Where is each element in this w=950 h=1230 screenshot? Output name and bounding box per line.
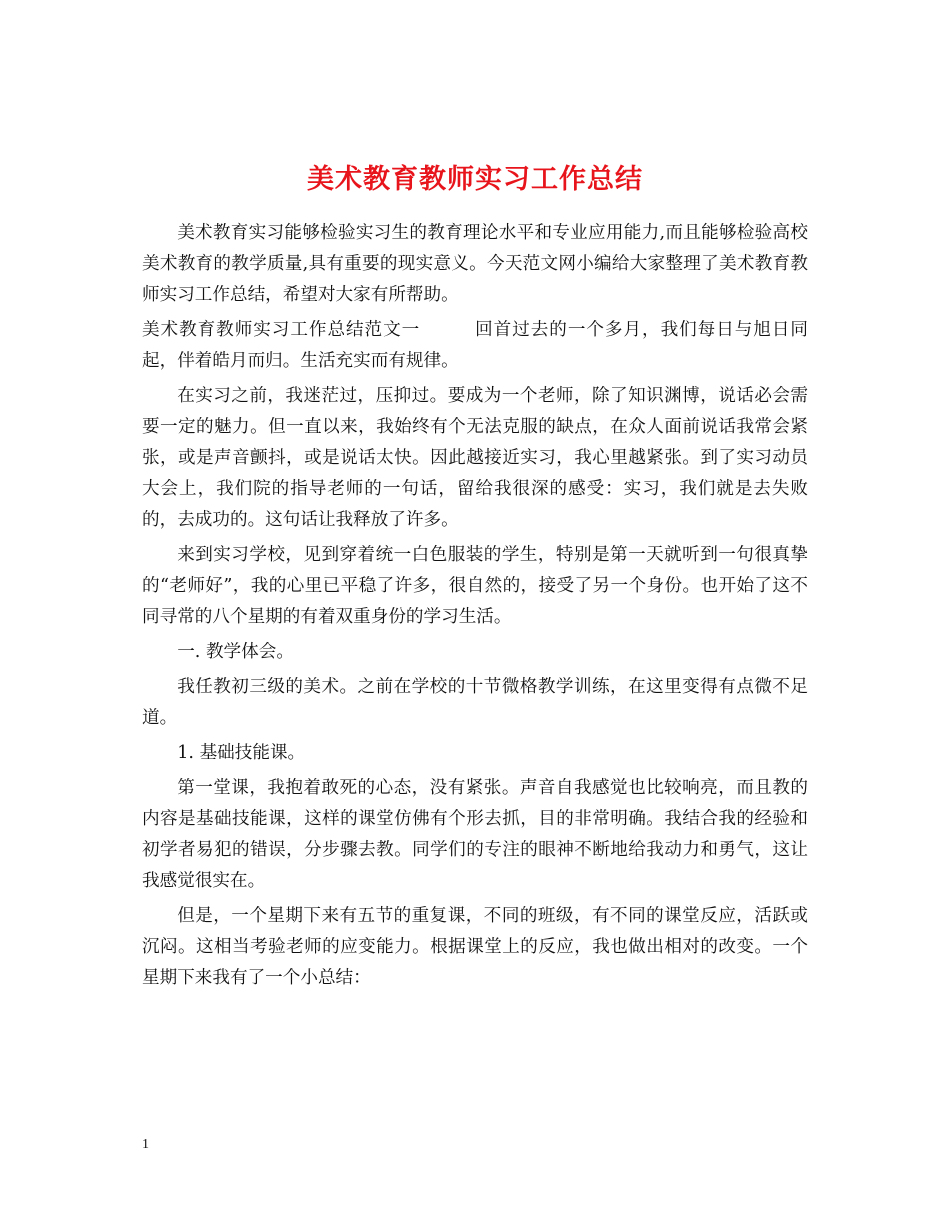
document-body	[142, 218, 808, 998]
sample-opening-text: 回首过去的一个多月，我们每日与旭日同起，伴着皓月而归。生活充实而有规律。	[142, 320, 808, 371]
paragraph-teaching-intro: 我任教初三级的美术。之前在学校的十节微格教学训练，在这里变得有点微不足道。	[142, 677, 808, 728]
paragraph-first-class: 第一堂课，我抱着敢死的心态，没有紧张。声音自我感觉也比较响亮，而且教的内容是基础技能课，这样的课堂仿佛有个形去抓，目的非常明确。我结合我的经验和初学者易犯的错误，分步骤去教。同学们的专注的眼神不断地给我动力和勇气，这让我感觉很实在。	[142, 778, 808, 891]
paragraph-repeated-classes: 但是，一个星期下来有五节的重复课，不同的班级，有不同的课堂反应，活跃或沉闷。这相当考验老师的应变能力。根据课堂上的反应，我也做出相对的改变。一个星期下来我有了一个小总结：	[142, 906, 808, 988]
paragraph-intro: 美术教育实习能够检验实习生的教育理论水平和专业应用能力,而且能够检验高校美术教育的教学质量,具有重要的现实意义。今天范文网小编给大家整理了美术教育教师实习工作总结，希望对大家有所帮助。	[142, 223, 808, 305]
paragraph-sample-heading	[142, 315, 808, 377]
section-heading-teaching: 一. 教学体会。	[177, 642, 294, 662]
paragraph-arrival: 来到实习学校，见到穿着统一白色服装的学生，特别是第一天就听到一句很真挚的“老师好”，我的心里已平稳了许多，很自然的，接受了另一个身份。也开始了这不同寻常的八个星期的有着双重身份的学习生活。	[142, 545, 808, 627]
document-title: 美术教育教师实习工作总结	[307, 164, 643, 196]
paragraph-before-internship: 在实习之前，我迷茫过，压抑过。要成为一个老师，除了知识渊博，说话必会需要一定的魅力。但一直以来，我始终有个无法克服的缺点，在众人面前说话我常会紧张，或是声音颤抖，或是说话太快。因此越接近实习，我心里越紧张。到了实习动员大会上，我们院的指导老师的一句话，留给我很深的感受：实习，我们就是去失败的，去成功的。这句话让我释放了许多。	[142, 386, 808, 530]
page-number: 1	[142, 1137, 149, 1152]
subsection-heading-basic-skills: 1. 基础技能课。	[177, 743, 306, 763]
sample-heading: 美术教育教师实习工作总结范文一	[142, 320, 421, 340]
